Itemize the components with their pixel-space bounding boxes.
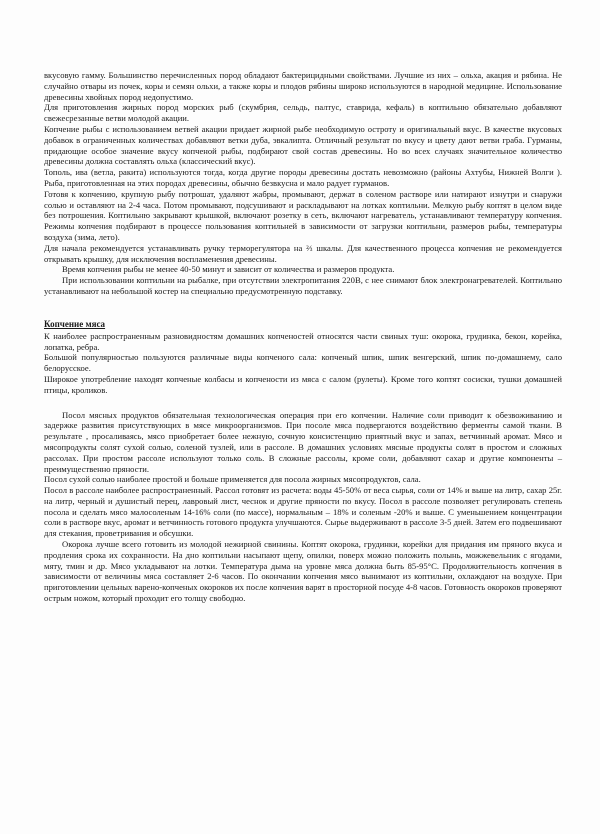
paragraph: Тополь, ива (ветла, ракита) используются тогда, когда другие породы древесины достать невозможно (районы Ахтубы, Нижней Волги ). Рыба, приготовленная на этих породах древесины, обычно безвкусна и мало радует гурманов. [44,167,562,188]
paragraph: Окорока лучше всего готовить из молодой нежирной свинины. Коптят окорока, грудинки, корейки для придания им пряного вкуса и продления срока их сохранности. На дно коптильни насыпают щепу, опилки, поверх можно положить полынь, можжевельник с ягодами, мяту, тмин и др. Мясо укладывают на лотки. Температура дыма на уровне мяса должна быть 85-95°С. Продолжительность копчения в зависимости от величины мяса составляет 2-6 часов. По окончании копчения мясо вынимают из коптильни, охлаждают на воздухе. При приготовлении цельных варено-копченых окороков их после копчения варят в просторной посуде 4-8 часов. Готовность окороков проверяют острым ножом, который проходит его толщу свободно. [44,539,562,604]
paragraph: Большой популярностью пользуются различные виды копченого сала: копченый шпик, шпик венгерский, шпик по-домашнему, сало белорусское. [44,352,562,374]
paragraph: вкусовую гамму. Большинство перечисленных пород обладают бактерицидными свойствами. Лучшие из них – ольха, акация и рябина. Не случайно отвары из почек, коры и семян ольхи, а также коры и плодов рябины широко используются в народной медицине. Использование древесины хвойных пород недопустимо. [44,70,562,102]
paragraph: Готовя к копчению, крупную рыбу потрошат, удаляют жабры, промывают, держат в соленом растворе или натирают изнутри и снаружи солью и оставляют на 2-4 часа. Потом промывают, подсушивают и раскладывают на лотках коптильни. Мелкую рыбу коптят в целом виде без потрошения. Коптильню закрывают крышкой, включают розетку в сеть, включают нагреватель, устанавливают температуру копчения. Режимы копчения подбирают в процессе пользования коптильней в зависимости от загрузки коптильни, размеров рыбы, температуры воздуха (зима, лето). [44,188,562,242]
paragraph: Для приготовления жирных пород морских рыб (скумбрия, сельдь, палтус, ставрида, кефаль) в коптильню обязательно добавляют свежесрезанные ветви молодой акации. [44,102,562,124]
paragraph: Широкое употребление находят копченые колбасы и копчености из мяса с салом (рулеты). Кроме того коптят сосиски, тушки домашней птицы, кроликов. [44,373,562,395]
section-meat-smoking [44,319,562,396]
section-title: Копчение мяса [44,318,106,329]
paragraph: Посол мясных продуктов обязательная технологическая операция при его копчении. Наличие соли приводит к обезвоживанию и задержке развития присутствующих в мясе микроорганизмов. При посоле мяса подвергаются воздействию ферменты самой ткани. В результате , просаливаясь, мясо приобретает более нежную, сочную консистенцию приятный вкус и запах, ветчинный аромат. Мясо и мясопродукты солят сухой солью, соленой тузлей, или в рассоле. В домашних условиях мясные продукты солят в простом и сложных рассолах. При простом рассоле используют только соль. В сложные рассолы, кроме соли, добавляют сахар и другие компоненты – преимущественно пряности. [44,409,562,474]
paragraph: Копчение рыбы с использованием ветвей акации придает жирной рыбе необходимую остроту и оригинальный вкус. В качестве вкусовых добавок в ограниченных количествах добавляют ветки дуба, эвкалипта. Отличный результат по вкусу и цвету дают ветви граба. Гурманы, придающие особое значение вкусу копченой рыбы, подбирают свой состав древесины. Но во всех случаях значительное количество древесины должна составлять ольха (классический вкус). [44,123,562,167]
section-fish-smoking [44,70,562,297]
paragraph: Посол в рассоле наиболее распространенный. Рассол готовят из расчета: воды 45-50% от веса сырья, соли от 14% и выше на литр, сахар 25г. на литр, черный и душистый перец, лавровый лист, чеснок и другие пряности по вкусу. Посол в рассоле позволяет регулировать степень посола и сделать мясо малосоленым 14-16% соли (по массе), нормальным – 18% и соленым -20% и выше. С уменьшением концентрации соли в растворе вкус, аромат и ветчинность готового продукта улучшаются. Сырье выдерживают в рассоле 3-5 дней. Затем его подвешивают для стекания, проветривания и обсушки. [44,485,562,539]
section-salting [44,410,562,604]
paragraph: При использовании коптильни на рыбалке, при отсутствии электропитания 220В, с нее снимают блок электронагревателей. Коптильню устанавливают на небольшой костер на специально предусмотренную подставку. [44,275,562,296]
paragraph: Для начала рекомендуется устанавливать ручку терморегулятора на ⅔ шкалы. Для качественного процесса копчения не рекомендуется открывать крышку, для исключения воспламенения древесины. [44,242,562,264]
paragraph: Время копчения рыбы не менее 40-50 минут и зависит от количества и размеров продукта. [62,264,395,275]
paragraph: К наиболее распространенным разновидностям домашних копченостей относятся части свиных туш: окорока, грудинка, бекон, корейка, лопатка, ребра. [44,330,562,352]
paragraph: Посол сухой солью наиболее простой и больше применяется для посола жирных мясопродуктов, сала. [44,474,421,485]
